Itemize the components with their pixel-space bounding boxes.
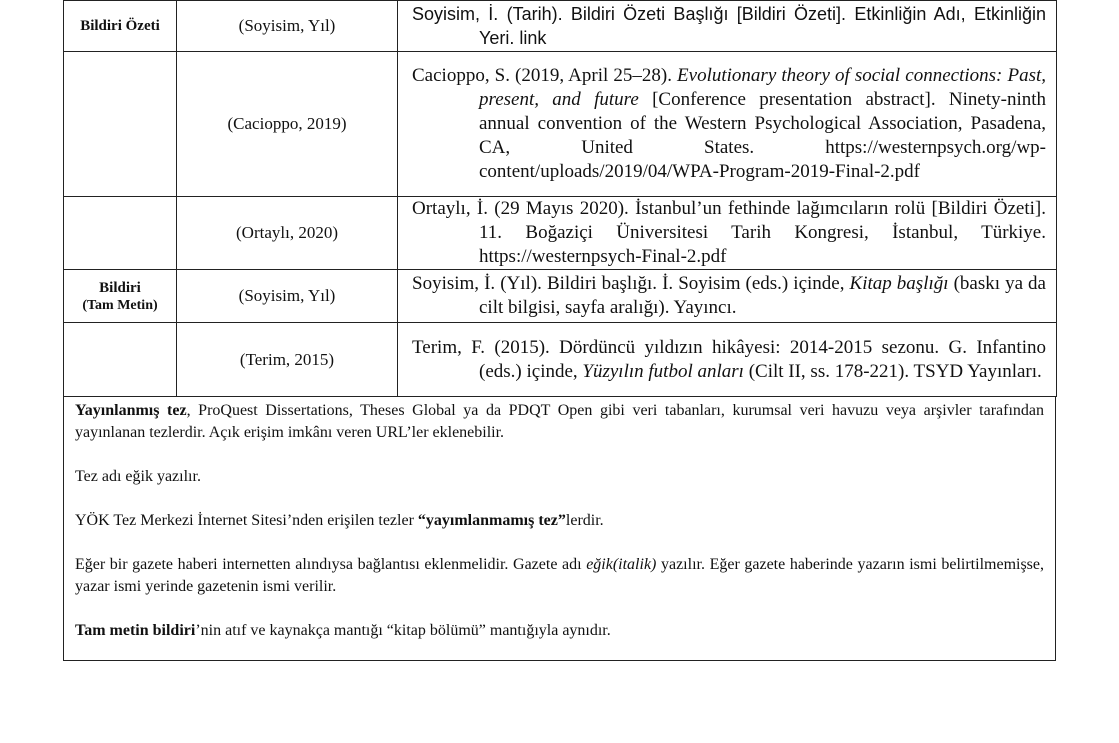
note-text: Eğer bir gazete haberi internetten alındıysa bağlantısı eklenmelidir. Gazete adı <box>75 556 587 573</box>
note-paragraph <box>75 620 1044 642</box>
reference-title-italic: Evolutionary theory of social connections: Past, present, and future <box>479 65 1046 110</box>
note-bold: Tam metin bildiri <box>75 622 196 639</box>
category-cell <box>64 270 177 323</box>
note-paragraph <box>75 554 1044 598</box>
reference-text: Soyisim, İ. (Yıl). Bildiri başlığı. İ. Soyisim (eds.) içinde, <box>412 273 850 294</box>
citation-cell: (Soyisim, Yıl) <box>177 1 398 52</box>
citation-cell: (Soyisim, Yıl) <box>177 270 398 323</box>
reference-text: Cacioppo, S. (2019, April 25–28). <box>412 65 678 86</box>
category-cell <box>64 323 177 397</box>
note-text: Tez adı eğik yazılır. <box>75 468 201 485</box>
note-bold: Yayınlanmış tez <box>75 402 187 419</box>
reference-table <box>63 0 1057 397</box>
citation-cell: (Cacioppo, 2019) <box>177 52 398 197</box>
category-cell <box>64 52 177 197</box>
reference-cell <box>398 323 1057 397</box>
note-italic: eğik(italik) <box>586 556 657 573</box>
category-cell: Bildiri Özeti <box>64 1 177 52</box>
note-text: lerdir. <box>565 512 604 529</box>
note-text: yazılır. Eğer gazete haberinde yazarın ismi belirtilmemişse, yazar ismi yerinde gazetenin ismi verilir. <box>75 556 1045 595</box>
citation-cell: (Terim, 2015) <box>177 323 398 397</box>
table-row <box>64 270 1057 323</box>
table-row <box>64 1 1057 52</box>
reference-cell <box>398 1 1057 52</box>
document-page <box>63 0 1056 661</box>
reference-title-italic: Kitap başlığı <box>849 273 949 294</box>
table-row <box>64 52 1057 197</box>
reference-text: Ortaylı, İ. (29 Mayıs 2020). İstanbul’un fethinde lağımcıların rolü [Bildiri Özeti]. 11. Boğaziçi Üniversitesi Tarih Kongresi, İstanbul, Türkiye. https://westernpsych-Final-2.pdf <box>412 198 1046 267</box>
notes-box <box>63 397 1056 661</box>
category-label: Bildiri <box>99 279 141 296</box>
note-paragraph <box>75 400 1044 444</box>
reference-text: (baskı ya da cilt bilgisi, sayfa aralığı). Yayıncı. <box>479 273 1046 318</box>
note-text: ’nin atıf ve kaynakça mantığı “kitap bölümü” mantığıyla aynıdır. <box>195 622 611 639</box>
category-cell <box>64 197 177 270</box>
note-text: , ProQuest Dissertations, Theses Global ya da PDQT Open gibi veri tabanları, kurumsal veri havuzu veya arşivler tarafından yayınlanan tezlerdir. Açık erişim imkânı veren URL’ler eklenebilir. <box>75 402 1045 441</box>
note-paragraph <box>75 510 1044 532</box>
table-row <box>64 323 1057 397</box>
table-row <box>64 197 1057 270</box>
reference-text: Soyisim, İ. (Tarih). Bildiri Özeti Başlığı [Bildiri Özeti]. Etkinliğin Adı, Etkinliğin Yeri. link <box>412 4 1046 48</box>
reference-text: [Conference presentation abstract]. Ninety-ninth annual convention of the Western Psychological Association, Pasadena, CA, United States. https://westernpsych.org/wp-content/uploads/2019/04/WPA-Program-2019-Final-2.pdf <box>479 89 1046 182</box>
reference-cell <box>398 270 1057 323</box>
reference-cell <box>398 197 1057 270</box>
reference-text: Terim, F. (2015). Dördüncü yıldızın hikâyesi: 2014-2015 sezonu. G. Infantino (eds.) içinde, <box>412 336 1046 382</box>
note-text: YÖK Tez Merkezi İnternet Sitesi’nden erişilen tezler <box>75 512 418 529</box>
reference-cell <box>398 52 1057 197</box>
note-paragraph <box>75 466 1044 488</box>
note-bold: “yayımlanmamış tez” <box>417 512 566 529</box>
citation-cell: (Ortaylı, 2020) <box>177 197 398 270</box>
reference-text: (Cilt II, ss. 178-221). TSYD Yayınları. <box>743 360 1042 382</box>
reference-title-italic: Yüzyılın futbol anları <box>582 360 744 382</box>
category-sub-label: (Tam Metin) <box>82 297 158 313</box>
